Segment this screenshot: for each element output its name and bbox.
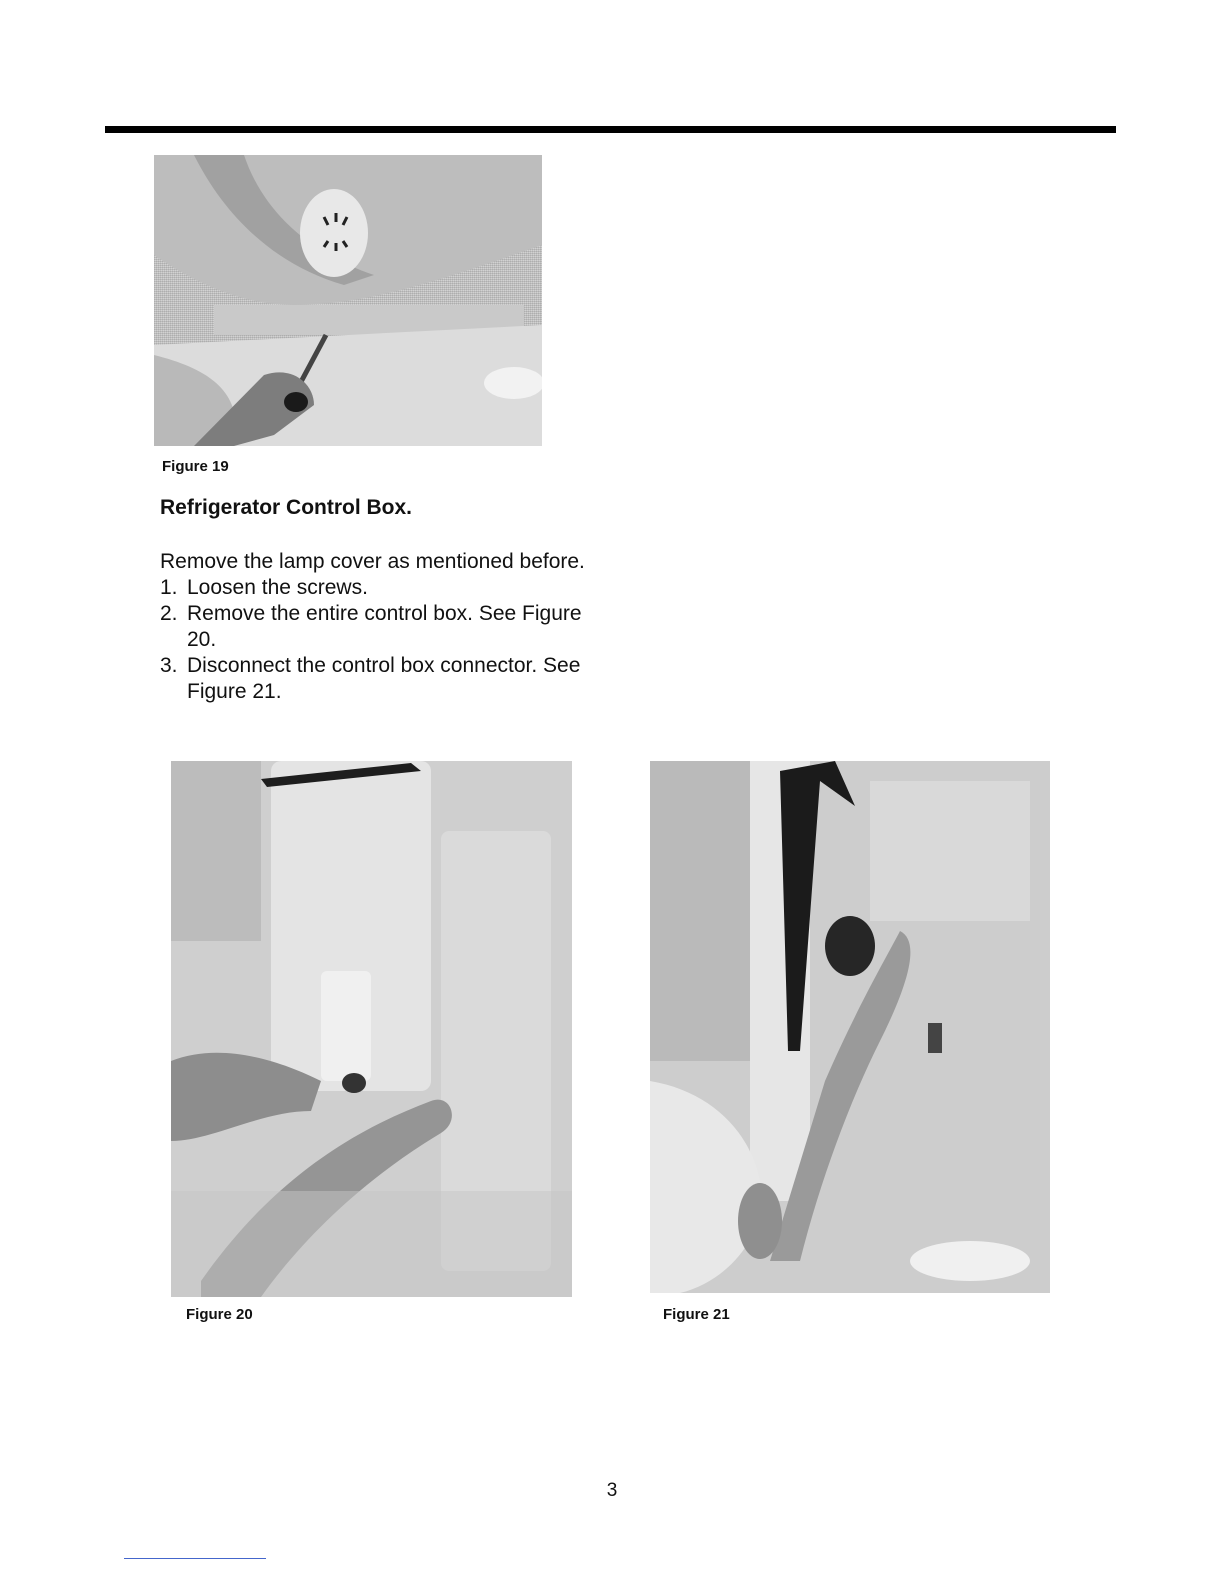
connector-disconnect-illustration bbox=[650, 761, 1050, 1293]
control-box-removal-illustration bbox=[171, 761, 572, 1297]
intro-text: Remove the lamp cover as mentioned before. bbox=[160, 550, 585, 573]
step-number: 3. bbox=[160, 654, 178, 677]
step-number: 1. bbox=[160, 576, 178, 599]
figure-20-photo bbox=[171, 761, 572, 1297]
instructions bbox=[160, 549, 590, 705]
page-number: 3 bbox=[606, 1480, 618, 1501]
figure-19-photo bbox=[154, 155, 542, 446]
figure-20-caption: Figure 20 bbox=[186, 1306, 253, 1323]
footer-rule bbox=[124, 1558, 266, 1559]
figure-21-caption: Figure 21 bbox=[663, 1306, 730, 1323]
step-item bbox=[160, 575, 590, 601]
step-text: Loosen the screws. bbox=[187, 576, 368, 599]
header-rule bbox=[105, 126, 1116, 133]
step-text: Disconnect the control box connector. See Figure 21. bbox=[187, 654, 581, 703]
section-heading: Refrigerator Control Box. bbox=[160, 496, 413, 519]
steps-list bbox=[160, 575, 590, 705]
step-number: 2. bbox=[160, 602, 178, 625]
step-item bbox=[160, 601, 590, 653]
step-text: Remove the entire control box. See Figure 20. bbox=[187, 602, 582, 651]
figure-19-caption: Figure 19 bbox=[162, 458, 229, 475]
figure-21-photo bbox=[650, 761, 1050, 1293]
lamp-area-illustration bbox=[154, 155, 542, 446]
step-item bbox=[160, 653, 590, 705]
